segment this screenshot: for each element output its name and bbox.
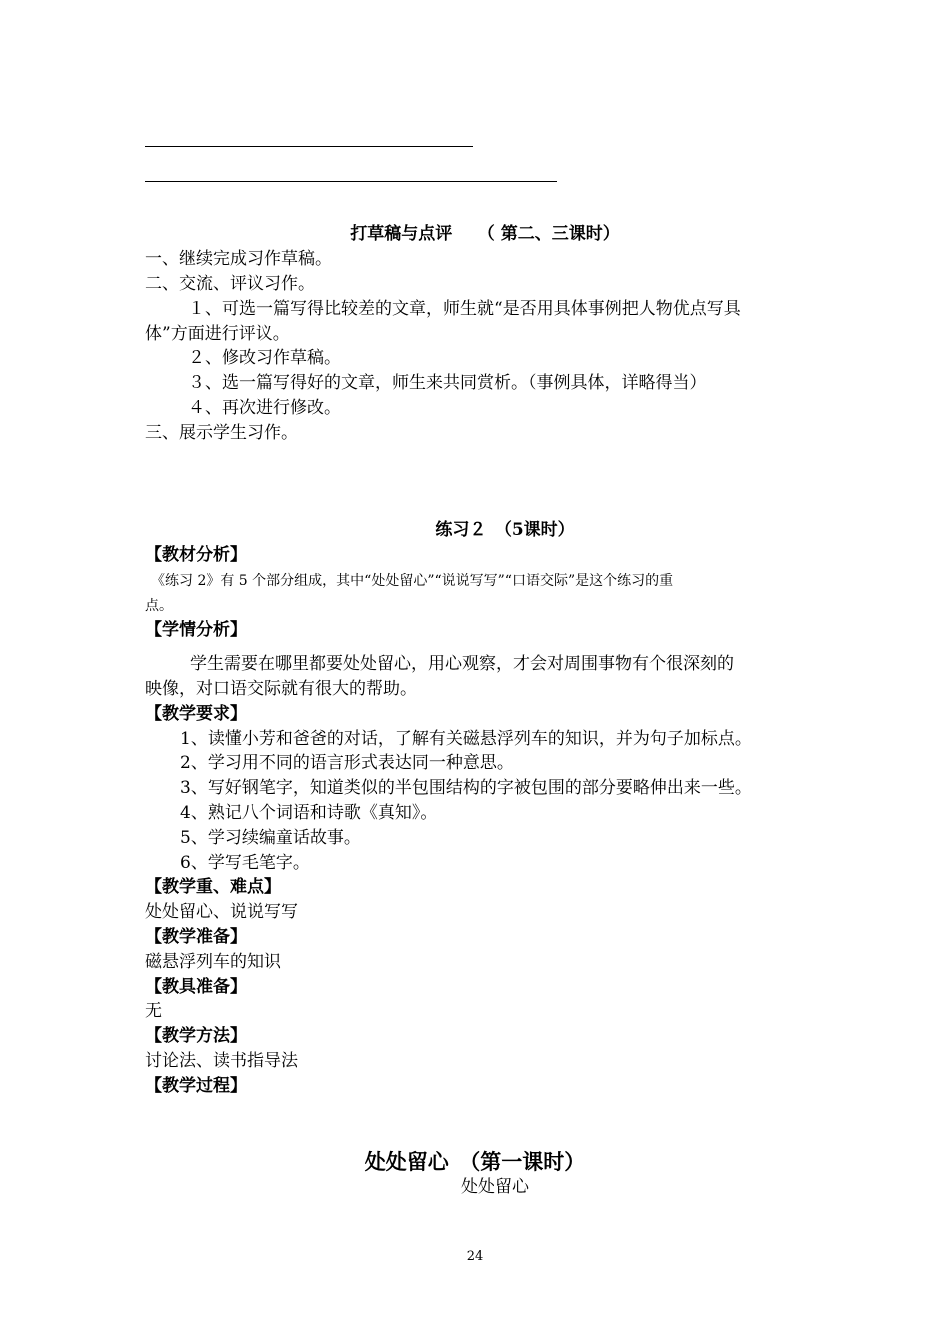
paragraph-analysis-cont: 点。 [145, 598, 173, 614]
lesson-title: 处处留心 （第一课时） [364, 1149, 586, 1174]
paragraph-student: 学生需要在哪里都要处处留心，用心观察，才会对周围事物有个很深刻的 [190, 654, 734, 674]
section-title-exercise: 练习２ （5课时） [435, 520, 575, 540]
list-item: ４、再次进行修改。 [188, 398, 341, 418]
list-item: 3、写好钢笔字，知道类似的半包围结构的字被包围的部分要略伸出来一些。 [180, 778, 752, 798]
text-tools: 无 [145, 1001, 162, 1021]
list-item: 一、继续完成习作草稿。 [145, 249, 332, 269]
blank-line-2 [145, 181, 557, 182]
heading-process: 【教学过程】 [145, 1076, 247, 1096]
lesson-subtitle: 处处留心 [461, 1177, 529, 1197]
heading-key-points: 【教学重、难点】 [145, 877, 281, 897]
section-title-draft: 打草稿与点评 （ 第二、三课时） [350, 224, 620, 244]
heading-requirements: 【教学要求】 [145, 704, 247, 724]
list-item: 1、读懂小芳和爸爸的对话，了解有关磁悬浮列车的知识，并为句子加标点。 [180, 729, 752, 749]
list-item: 体”方面进行评议。 [145, 324, 290, 344]
paragraph-student-cont: 映像，对口语交际就有很大的帮助。 [145, 679, 417, 699]
list-item: 4、熟记八个词语和诗歌《真知》。 [180, 803, 438, 823]
heading-method: 【教学方法】 [145, 1026, 247, 1046]
text-preparation: 磁悬浮列车的知识 [145, 952, 281, 972]
heading-preparation: 【教学准备】 [145, 927, 247, 947]
blank-line-1 [145, 146, 473, 147]
heading-tools: 【教具准备】 [145, 977, 247, 997]
text-key-points: 处处留心、说说写写 [145, 902, 298, 922]
page-number: 24 [466, 1249, 484, 1264]
list-item: 三、展示学生习作。 [145, 423, 298, 443]
text-method: 讨论法、读书指导法 [145, 1051, 298, 1071]
list-item: ３、选一篇写得好的文章，师生来共同赏析。（事例具体，详略得当） [188, 373, 707, 393]
heading-analysis: 【教材分析】 [145, 545, 247, 565]
list-item: １、可选一篇写得比较差的文章，师生就“是否用具体事例把人物优点写具 [188, 299, 741, 319]
list-item: 5、学习续编童话故事。 [180, 828, 361, 848]
list-item: 6、学写毛笔字。 [180, 853, 310, 873]
paragraph-analysis: 《练习 2》有 5 个部分组成，其中“处处留心”“说说写写”“口语交际”是这个练习的重 [151, 573, 674, 589]
heading-student: 【学情分析】 [145, 620, 247, 640]
list-item: 2、学习用不同的语言形式表达同一种意思。 [180, 753, 514, 773]
list-item: ２、修改习作草稿。 [188, 348, 341, 368]
list-item: 二、交流、评议习作。 [145, 274, 315, 294]
